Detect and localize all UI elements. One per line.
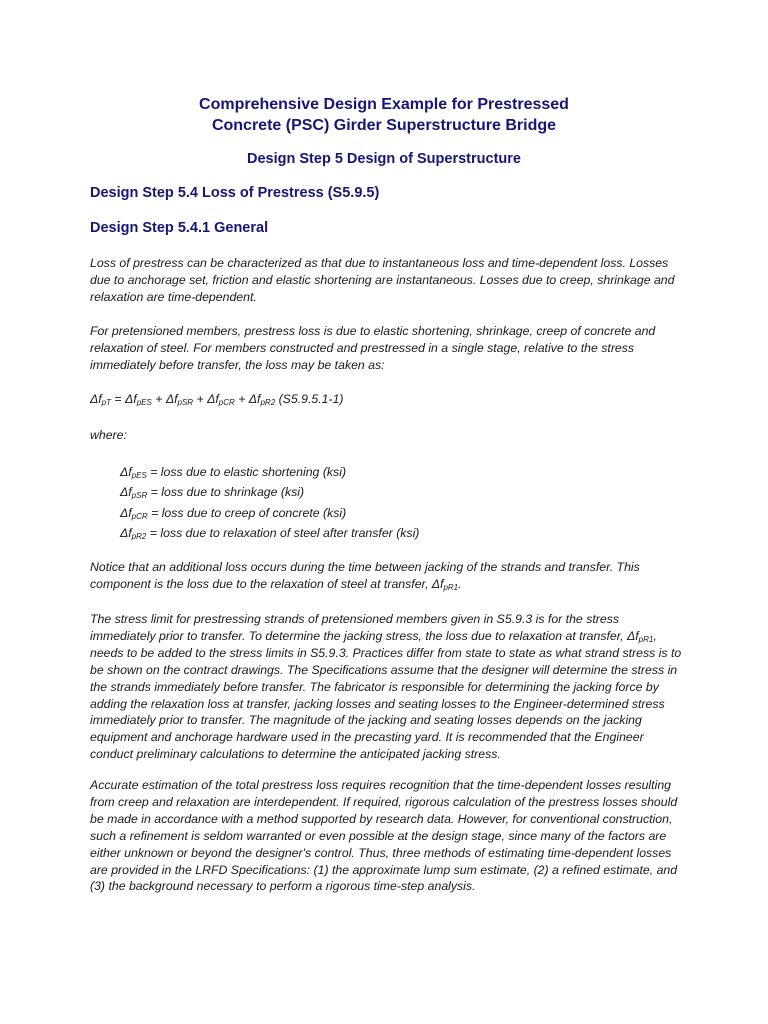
heading-design-step-5-4-1: Design Step 5.4.1 General <box>90 220 269 236</box>
heading-design-step-5-4: Design Step 5.4 Loss of Prestress (S5.9.5) <box>90 185 380 201</box>
definition-shrinkage: $\Delta f_{pSR}$ = loss due to shrinkage (ksi) <box>120 485 305 501</box>
title-line-2: Concrete (PSC) Girder Superstructure Bridge <box>211 117 557 134</box>
definition-relaxation: $\Delta f_{pR2}$ = loss due to relaxation of steel after transfer (ksi) <box>120 525 420 541</box>
title-line-1: Comprehensive Design Example for Prestressed <box>199 96 569 113</box>
equation-total-loss: $\Delta f_{pT} = \Delta f_{pES} + \Delta f_{pSR} + \Delta f_{pCR} + \Delta f_{pR2}$ (S5.9.5.1-1) <box>90 392 344 407</box>
heading-design-step-5: Design Step 5 Design of Superstructure <box>247 151 521 167</box>
where-label: where: <box>90 428 127 442</box>
paragraph-additional-loss: Notice that an additional loss occurs during the time between jacking of the strands and transfer. This component is the loss due to the relaxation of steel at transfer, $\Delta f_{pR1}$. <box>90 560 640 592</box>
document-title <box>0 94 768 136</box>
definition-creep: $\Delta f_{pCR}$ = loss due to creep of concrete (ksi) <box>120 505 347 521</box>
definition-elastic-shortening: $\Delta f_{pES}$ = loss due to elastic shortening (ksi) <box>120 465 347 480</box>
paragraph-accurate-estimation: Accurate estimation of the total prestress loss requires recognition that the time-dependent losses resulting from creep and relaxation are interdependent. If required, rigorous calculation of the prestress losses should be made in accordance with a method supported by research data. However, for conventional construction, such a refinement is seldom warranted or even possible at the design stage, since many of the factors are either unknown or beyond the designer's control. Thus, three methods of estimating time-dependent losses are provided in the LRFD Specifications: (1) the approximate lump sum estimate, (2) a refined estimate, and (3) the background necessary to perform a rigorous time-step analysis. <box>90 778 678 894</box>
definitions-list <box>120 462 419 543</box>
paragraph-loss-characterization: Loss of prestress can be characterized as that due to instantaneous loss and time-dependent loss. Losses due to anchorage set, friction and elastic shortening are instantaneous. Losses due to creep, shrinkage and relaxation are time-dependent. <box>90 256 675 304</box>
paragraph-pretensioned-members: For pretensioned members, prestress loss is due to elastic shortening, shrinkage, creep of concrete and relaxation of steel. For members constructed and prestressed in a single stage, relative to the stress immediately before transfer, the loss may be taken as: <box>90 324 656 372</box>
paragraph-stress-limit: The stress limit for prestressing strands of pretensioned members given in S5.9.3 is for the stress immediately prior to transfer. To determine the jacking stress, the loss due to relaxation at transfer, $\Delta f_{pR1}$, needs to be added to the stress limits in S5.9.3. Practices differ from state to state as what strand stress is to be shown on the contract drawings. The Specifications assume that the designer will determine the stress in the strands immediately before transfer. The fabricator is responsible for determining the jacking force by adding the relaxation loss at transfer, jacking losses and seating losses to the Engineer-determined stress immediately prior to transfer. The magnitude of the jacking and seating losses depends on the jacking equipment and anchorage hardware used in the precasting yard. It is recommended that the Engineer conduct preliminary calculations to determine the anticipated jacking stress. <box>90 612 682 762</box>
